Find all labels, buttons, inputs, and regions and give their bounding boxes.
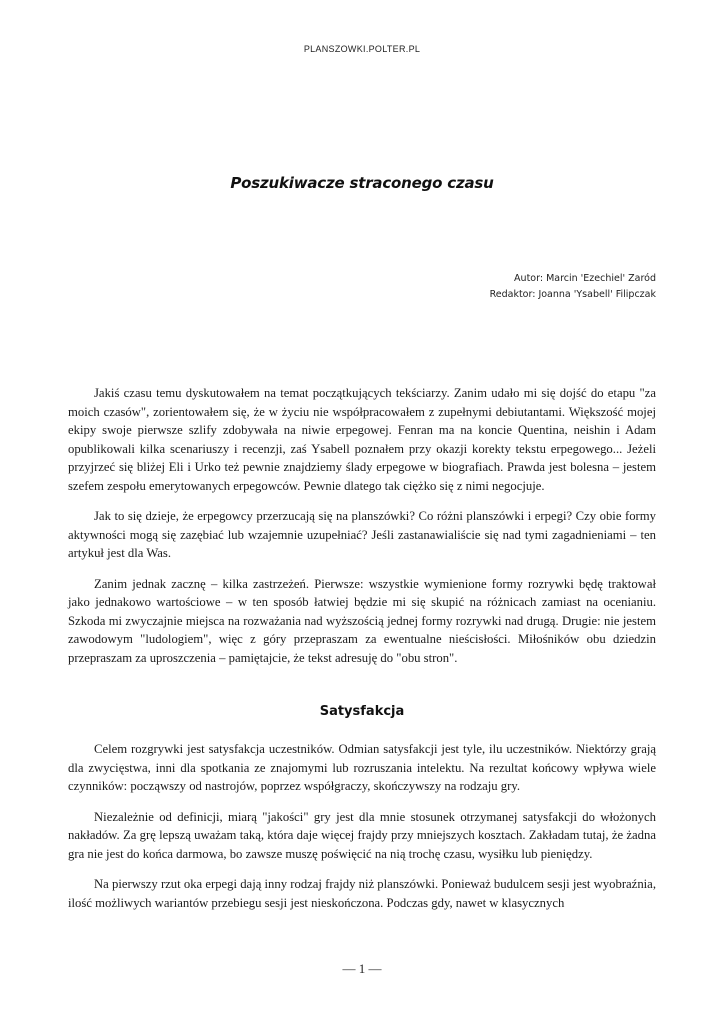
site-header: PLANSZOWKI.POLTER.PL (303, 44, 421, 54)
satisfaction-section (68, 740, 656, 924)
paragraph: Zanim jednak zacznę – kilka zastrzeżeń. Pierwsze: wszystkie wymienione formy rozrywki będę traktował jako jednakowo wartościowe – w ten sposób łatwiej będzie mi się skupić na różnicach zamiast na ocenianiu. Szkoda mi zwyczajnie miejsca na rozważania nad wyższością jednej formy rozrywki nad drugą. Drugie: nie jestem zawodowym "ludologiem", więc z góry przepraszam za ewentualne nieścisłości. Miłośników obu dziedzin przepraszam za uproszczenia – pamiętajcie, że tekst adresuję do "obu stron". (68, 576, 656, 665)
editor-line: Redaktor: Joanna 'Ysabell' Filipczak (489, 289, 656, 300)
paragraph: Niezależnie od definicji, miarą "jakości" gry jest dla mnie stosunek otrzymanej satysfakcji do włożonych nakładów. Za grę lepszą uważam taką, która daje więcej frajdy przy mniejszych kosztach. Zakładam tutaj, że żadna gra nie jest do końca darmowa, bo zawsze muszę poświęcić na nią trochę czasu, wysiłku lub pieniędzy. (68, 809, 656, 861)
intro-section (68, 384, 656, 679)
author-line: Autor: Marcin 'Ezechiel' Zaród (514, 273, 656, 284)
section-heading: Satysfakcja (319, 704, 405, 719)
article-credits (490, 271, 656, 303)
paragraph: Celem rozgrywki jest satysfakcja uczestników. Odmian satysfakcji jest tyle, ilu uczestników. Niektórzy grają dla zwycięstwa, inni dla spotkania ze znajomymi lub rozruszania intelektu. Na rezultat końcowy wpływa wiele czynników: począwszy od nastrojów, poprzez współgraczy, skończywszy na rodzaju gry. (68, 742, 656, 793)
paragraph: Jak to się dzieje, że erpegowcy przerzucają się na planszówki? Co różni planszówki i erpegi? Czy obie formy aktywności mogą się zazębiać lub wzajemnie uzupełniać? Jeśli zastanawialiście się nad tymi zagadnieniami – ten artykuł jest dla Was. (68, 509, 656, 560)
page-number: — 1 — (342, 961, 382, 976)
paragraph: Na pierwszy rzut oka erpegi dają inny rodzaj frajdy niż planszówki. Ponieważ budulcem sesji jest wyobraźnia, ilość możliwych wariantów przebiegu sesji jest nieskończona. Podczas gdy, nawet w klasycznych (68, 877, 656, 910)
article-title: Poszukiwacze straconego czasu (230, 174, 494, 192)
paragraph: Jakiś czasu temu dyskutowałem na temat początkujących tekściarzy. Zanim udało mi się dojść do etapu "za moich czasów", zorientowałem się, że w życiu nie współpracowałem z zupełnymi debiutantami. Większość mojej ekipy swoje pierwsze szlify zdobywała na niwie erpegowej. Fenran ma na koncie Quentina, neishin i Adam opublikowali kilka scenariuszy i recenzji, zaś Ysabell poznałem przy okazji korekty tekstu erpegowego... Jeżeli przyjrzeć się bliżej Eli i Urko też pewnie znajdziemy ślady erpegowe w biografiach. Prawda jest bolesna – jestem szefem zespołu emerytowanych erpegowców. Pewnie dlatego tak ciężko się z nimi negocjuje. (68, 386, 656, 493)
